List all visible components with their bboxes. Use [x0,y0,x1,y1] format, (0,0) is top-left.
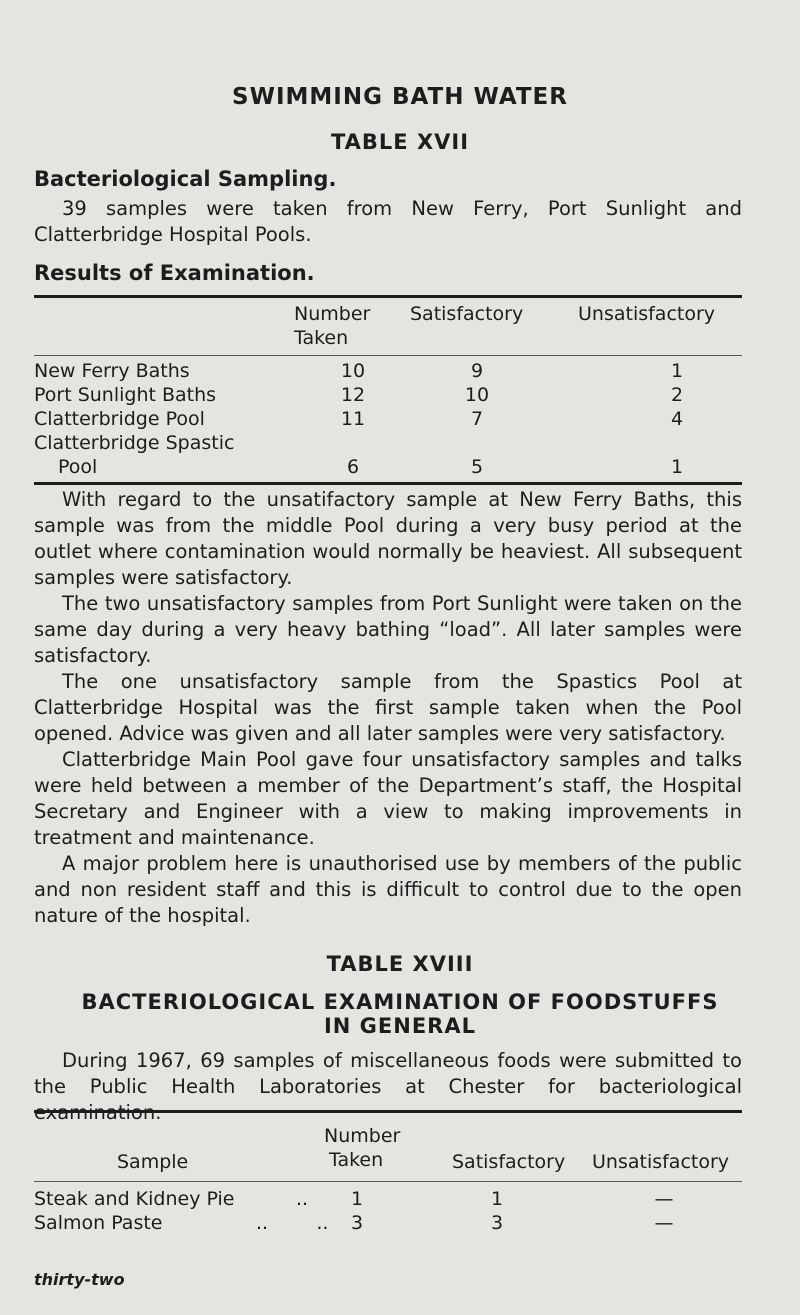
t18-row-satisfactory: 1 [490,1188,504,1210]
t18-row-name: Salmon Paste [34,1212,163,1234]
t18-col-sample: Sample [117,1151,189,1173]
table-17-heading: Bacteriological Sampling. [34,167,337,191]
t18-row-unsatisfactory: — [654,1188,674,1210]
t17-row-taken: 12 [340,384,366,406]
paragraph-new-ferry: With regard to the unsatifactory sample at New Ferry Baths, this sample was from the middle Pool during a very busy period at the outlet where contamination would normally be heaviest. All subsequent samples were satisfactory. [34,488,742,589]
page-title: SWIMMING BATH WATER [232,84,568,110]
t17-row-taken: 6 [346,456,360,478]
t17-col-satisfactory: Satisfactory [410,303,524,325]
table-17-bottom-rule [34,482,742,485]
t17-row-name-cont: Pool [58,456,98,478]
t17-row-satisfactory: 7 [470,408,484,430]
paragraph-port-sunlight: The two unsatisfactory samples from Port Sunlight were taken on the same day during a very heavy bathing “load”. All later samples were satisfactory. [34,592,742,667]
t17-row-name: Port Sunlight Baths [34,384,217,406]
t17-row-satisfactory: 10 [464,384,490,406]
t17-col-number: Number [294,303,371,325]
paragraph-spastics-pool: The one unsatisfactory sample from the Spastics Pool at Clatterbridge Hospital was the first sample taken when the Pool opened. Advice was given and all later samples were very satisfactory. [34,670,742,745]
t18-col-satisfactory: Satisfactory [452,1151,566,1173]
table-18-intro: During 1967, 69 samples of miscellaneous foods were submitted to the Public Health Laboratories at Chester for bacteriological [34,1049,742,1098]
paragraph-main-pool: Clatterbridge Main Pool gave four unsatisfactory samples and talks were held between a member of the Department’s staff, the Hospital Secretary and Engineer with a view to making improvements in treatment and maintenance. [34,748,742,849]
paragraph-major-problem: A major problem here is unauthorised use by members of the public and non resident staff and this is difficult to control due to the open nature of the hospital. [34,852,742,927]
table-17-header-rule [34,355,742,356]
t17-row-name: New Ferry Baths [34,360,190,382]
table-18-heading-line1: BACTERIOLOGICAL EXAMINATION OF FOODSTUFFS [81,990,719,1014]
table-18-header-rule [34,1181,742,1182]
results-heading: Results of Examination. [34,261,315,285]
t18-row-name: Steak and Kidney Pie [34,1188,235,1210]
t18-row-leader-dots: .. [296,1188,309,1210]
table-18-top-rule [34,1110,742,1113]
table-17-label: TABLE XVII [330,130,470,154]
table-18-heading-line2: IN GENERAL [323,1014,476,1038]
t17-col-unsatisfactory: Unsatisfactory [578,303,716,325]
t17-row-unsatisfactory: 2 [670,384,684,406]
t18-col-taken: Taken [329,1149,384,1171]
t18-row-satisfactory: 3 [490,1212,504,1234]
t17-row-taken: 11 [340,408,366,430]
t17-row-taken: 10 [340,360,366,382]
t17-row-satisfactory: 5 [470,456,484,478]
t17-row-satisfactory: 9 [470,360,484,382]
table-18-label: TABLE XVIII [326,952,474,976]
page-number-footer: thirty-two [34,1270,125,1289]
t17-row-unsatisfactory: 1 [670,360,684,382]
t17-col-taken: Taken [294,327,349,349]
table-17-top-rule [34,295,742,298]
t18-row-taken: 1 [350,1188,364,1210]
t17-row-unsatisfactory: 1 [670,456,684,478]
t17-row-name: Clatterbridge Spastic [34,432,235,454]
t17-row-name: Clatterbridge Pool [34,408,205,430]
table-17-intro: 39 samples were taken from New Ferry, Port Sunlight and Clatterbridge Hospital Pools. [34,197,742,246]
t18-col-unsatisfactory: Unsatisfactory [592,1151,730,1173]
t18-col-number: Number [324,1125,401,1147]
t18-row-taken: 3 [350,1212,364,1234]
t18-row-leader-dots: .. .. [256,1212,329,1234]
t17-row-unsatisfactory: 4 [670,408,684,430]
t18-row-unsatisfactory: — [654,1212,674,1234]
